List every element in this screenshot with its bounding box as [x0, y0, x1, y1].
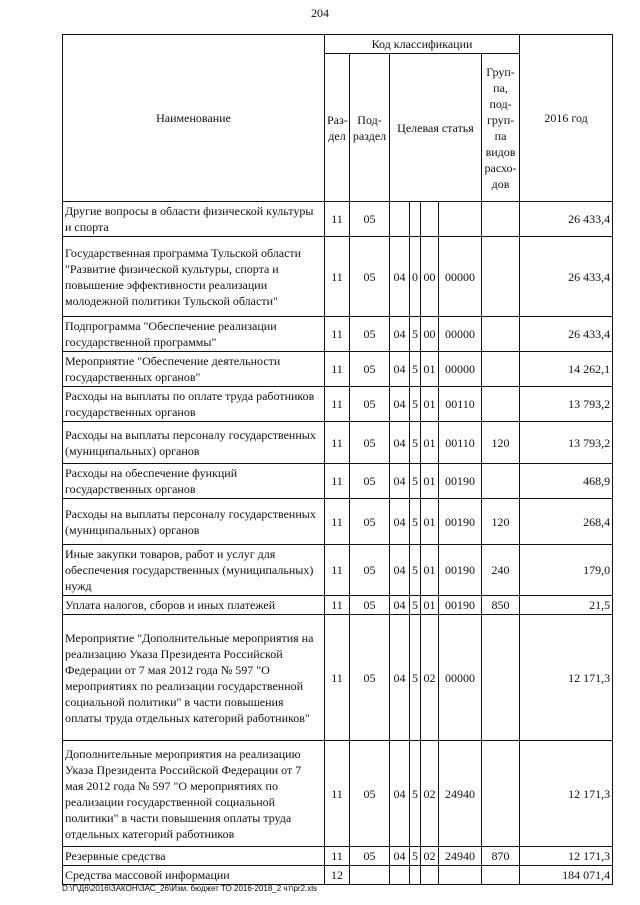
row-amount: 13 793,2	[520, 387, 613, 422]
table-row	[63, 202, 613, 237]
header-row-1	[63, 35, 613, 54]
row-target-subprogram: 5	[410, 615, 421, 741]
table-row	[63, 866, 613, 885]
row-target-direction: 24940	[439, 847, 482, 866]
row-target-direction	[439, 866, 482, 885]
row-target-subprogram: 5	[410, 464, 421, 499]
row-amount: 12 171,3	[520, 615, 613, 741]
row-target-event: 01	[421, 464, 439, 499]
row-target-direction	[439, 202, 482, 237]
table-row	[63, 847, 613, 866]
row-expense-group: 870	[482, 847, 520, 866]
row-target-direction: 00110	[439, 422, 482, 464]
row-amount: 268,4	[520, 499, 613, 545]
row-subsection: 05	[350, 741, 390, 847]
row-subsection: 05	[350, 615, 390, 741]
header-classification-code: Код классификации	[325, 35, 520, 54]
row-expense-group	[482, 615, 520, 741]
row-target-direction: 00110	[439, 387, 482, 422]
row-target-direction: 00190	[439, 596, 482, 615]
header-subsection: Под- раздел	[350, 54, 390, 202]
row-amount: 26 433,4	[520, 202, 613, 237]
row-subsection: 05	[350, 352, 390, 387]
row-target-direction: 00190	[439, 499, 482, 545]
row-target-program: 04	[390, 387, 410, 422]
row-name: Расходы на выплаты по оплате труда работников государственных органов	[63, 387, 325, 422]
row-target-event: 00	[421, 317, 439, 352]
row-target-subprogram: 5	[410, 317, 421, 352]
header-year: 2016 год	[520, 35, 613, 202]
row-target-event: 01	[421, 422, 439, 464]
row-expense-group	[482, 352, 520, 387]
header-target-article: Целевая статья	[390, 54, 482, 202]
table-row	[63, 741, 613, 847]
row-name: Подпрограмма "Обеспечение реализации государственной программы"	[63, 317, 325, 352]
row-section: 11	[325, 741, 350, 847]
table-row	[63, 422, 613, 464]
row-name: Расходы на выплаты персоналу государственных (муниципальных) органов	[63, 422, 325, 464]
header-name: Наименование	[63, 35, 325, 202]
row-expense-group	[482, 464, 520, 499]
table-body	[63, 202, 613, 885]
row-target-program: 04	[390, 422, 410, 464]
row-amount: 13 793,2	[520, 422, 613, 464]
row-target-direction: 00000	[439, 317, 482, 352]
budget-table	[62, 34, 613, 885]
row-target-subprogram: 5	[410, 422, 421, 464]
row-target-subprogram: 5	[410, 499, 421, 545]
row-target-program: 04	[390, 847, 410, 866]
row-target-subprogram	[410, 202, 421, 237]
row-amount: 14 262,1	[520, 352, 613, 387]
row-amount: 468,9	[520, 464, 613, 499]
table-row	[63, 387, 613, 422]
row-expense-group	[482, 741, 520, 847]
row-section: 11	[325, 387, 350, 422]
row-expense-group	[482, 202, 520, 237]
row-section: 11	[325, 422, 350, 464]
row-section: 11	[325, 596, 350, 615]
file-path: D:\Г\Д6\2016\ЗАКОН\ЗАС_26\Изм. бюджет ТО 2016-2018_2 чт\pr2.xls	[62, 884, 318, 893]
table-row	[63, 615, 613, 741]
row-target-event: 01	[421, 387, 439, 422]
row-subsection: 05	[350, 202, 390, 237]
row-target-subprogram: 5	[410, 352, 421, 387]
table-row	[63, 545, 613, 596]
row-amount: 26 433,4	[520, 237, 613, 317]
row-target-direction: 00000	[439, 352, 482, 387]
row-name: Иные закупки товаров, работ и услуг для обеспечения государственных (муниципальных) нужд	[63, 545, 325, 596]
row-section: 11	[325, 545, 350, 596]
table-row	[63, 464, 613, 499]
row-target-direction: 00190	[439, 464, 482, 499]
row-target-program	[390, 866, 410, 885]
row-name: Государственная программа Тульской области "Развитие физической культуры, спорта и повышение эффективности реализации молодежной политики Тульской области"	[63, 237, 325, 317]
row-target-subprogram: 5	[410, 387, 421, 422]
row-section: 11	[325, 352, 350, 387]
row-target-event: 02	[421, 615, 439, 741]
row-target-subprogram: 5	[410, 741, 421, 847]
row-target-direction: 00000	[439, 237, 482, 317]
header-expense-group: Груп- па, под- груп- па видов расхо- дов	[482, 54, 520, 202]
row-subsection: 05	[350, 545, 390, 596]
row-target-event	[421, 202, 439, 237]
row-expense-group: 850	[482, 596, 520, 615]
row-amount: 12 171,3	[520, 741, 613, 847]
row-target-program: 04	[390, 741, 410, 847]
table-row	[63, 317, 613, 352]
table-row	[63, 237, 613, 317]
row-target-event: 00	[421, 237, 439, 317]
row-amount: 21,5	[520, 596, 613, 615]
row-name: Другие вопросы в области физической культуры и спорта	[63, 202, 325, 237]
row-expense-group: 120	[482, 422, 520, 464]
row-target-event: 01	[421, 545, 439, 596]
row-target-event	[421, 866, 439, 885]
row-target-subprogram	[410, 866, 421, 885]
row-target-event: 01	[421, 499, 439, 545]
row-target-program	[390, 202, 410, 237]
page-number: 204	[311, 6, 329, 20]
row-section: 11	[325, 499, 350, 545]
row-name: Уплата налогов, сборов и иных платежей	[63, 596, 325, 615]
row-subsection: 05	[350, 596, 390, 615]
table-row	[63, 499, 613, 545]
row-section: 12	[325, 866, 350, 885]
row-target-subprogram: 0	[410, 237, 421, 317]
row-section: 11	[325, 847, 350, 866]
row-name: Расходы на выплаты персоналу государственных (муниципальных) органов	[63, 499, 325, 545]
row-target-program: 04	[390, 615, 410, 741]
row-amount: 184 071,4	[520, 866, 613, 885]
table-row	[63, 352, 613, 387]
row-target-subprogram: 5	[410, 545, 421, 596]
row-section: 11	[325, 464, 350, 499]
row-subsection: 05	[350, 422, 390, 464]
row-name: Резервные средства	[63, 847, 325, 866]
row-target-direction: 00000	[439, 615, 482, 741]
row-target-program: 04	[390, 464, 410, 499]
row-target-event: 02	[421, 847, 439, 866]
row-subsection: 05	[350, 499, 390, 545]
row-expense-group	[482, 866, 520, 885]
row-expense-group	[482, 387, 520, 422]
row-target-program: 04	[390, 596, 410, 615]
row-amount: 12 171,3	[520, 847, 613, 866]
row-name: Средства массовой информации	[63, 866, 325, 885]
row-target-event: 01	[421, 596, 439, 615]
row-expense-group: 240	[482, 545, 520, 596]
row-target-event: 02	[421, 741, 439, 847]
row-subsection: 05	[350, 847, 390, 866]
row-name: Дополнительные мероприятия на реализацию Указа Президента Российской Федерации от 7 мая 2012 года № 597 "О мероприятиях по реализации государственной социальной политики" в части повышения оплаты труда отдельных категорий работников	[63, 741, 325, 847]
row-subsection: 05	[350, 237, 390, 317]
row-target-subprogram: 5	[410, 596, 421, 615]
row-target-program: 04	[390, 317, 410, 352]
row-target-direction: 00190	[439, 545, 482, 596]
row-section: 11	[325, 317, 350, 352]
row-amount: 179,0	[520, 545, 613, 596]
row-name: Мероприятие "Дополнительные мероприятия на реализацию Указа Президента Российской Федерации от 7 мая 2012 года № 597 "О мероприятиях по реализации государственной социальной политики" в части повышения оплаты труда отдельных категорий работников"	[63, 615, 325, 741]
row-target-program: 04	[390, 499, 410, 545]
row-target-program: 04	[390, 352, 410, 387]
row-subsection	[350, 866, 390, 885]
row-target-program: 04	[390, 237, 410, 317]
row-expense-group: 120	[482, 499, 520, 545]
row-target-subprogram: 5	[410, 847, 421, 866]
row-target-program: 04	[390, 545, 410, 596]
row-subsection: 05	[350, 317, 390, 352]
header-section: Раз- дел	[325, 54, 350, 202]
row-amount: 26 433,4	[520, 317, 613, 352]
row-section: 11	[325, 202, 350, 237]
row-target-direction: 24940	[439, 741, 482, 847]
row-name: Мероприятие "Обеспечение деятельности государственных органов"	[63, 352, 325, 387]
table-row	[63, 596, 613, 615]
row-subsection: 05	[350, 464, 390, 499]
row-subsection: 05	[350, 387, 390, 422]
row-target-event: 01	[421, 352, 439, 387]
row-expense-group	[482, 237, 520, 317]
row-name: Расходы на обеспечение функций государственных органов	[63, 464, 325, 499]
row-section: 11	[325, 615, 350, 741]
row-expense-group	[482, 317, 520, 352]
row-section: 11	[325, 237, 350, 317]
